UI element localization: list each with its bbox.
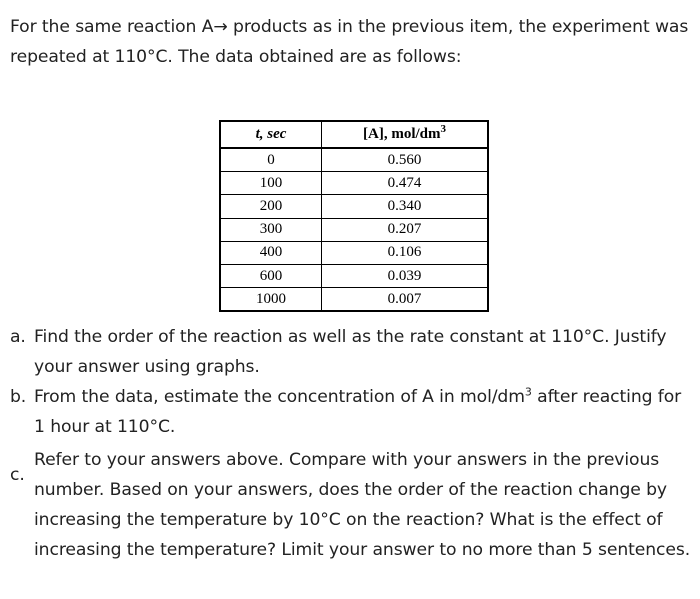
header-concentration (322, 121, 489, 148)
cell-time: 0 (220, 148, 322, 172)
header-concentration-label: [A], mol/dm (363, 126, 441, 142)
cell-concentration: 0.039 (322, 264, 489, 287)
header-time (220, 121, 322, 148)
question-b-marker: b. (10, 387, 27, 407)
table-row (220, 241, 488, 264)
header-concentration-sup: 3 (440, 123, 446, 135)
table-row (220, 195, 488, 218)
cell-time: 300 (220, 218, 322, 241)
table-row (220, 264, 488, 287)
table-row (220, 148, 488, 172)
header-time-label: t, sec (255, 126, 287, 142)
cell-time: 1000 (220, 288, 322, 312)
question-b-text-pre: From the data, estimate the concentration of A in mol/dm (34, 387, 525, 407)
data-table (219, 120, 489, 312)
question-a-text: Find the order of the reaction as well as the rate constant at 110°C. Justify your answer using graphs. (34, 327, 667, 377)
cell-concentration: 0.007 (322, 288, 489, 312)
cell-time: 100 (220, 172, 322, 195)
table-row (220, 218, 488, 241)
cell-concentration: 0.106 (322, 241, 489, 264)
question-a-marker: a. (10, 327, 26, 347)
question-c-text: Refer to your answers above. Compare with your answers in the previous number. Based on your answers, does the order of the reaction change by increasing the temperature by 10°C on the reaction? What is the effect of increasing the temperature? Limit your answer to no more than 5 sentences. (34, 450, 691, 560)
intro-paragraph: For the same reaction A→ products as in the previous item, the experiment was repeated at 110°C. The data obtained are as follows: (10, 17, 689, 67)
question-c-marker: c. (10, 465, 25, 485)
cell-concentration: 0.207 (322, 218, 489, 241)
cell-concentration: 0.340 (322, 195, 489, 218)
cell-concentration: 0.474 (322, 172, 489, 195)
cell-time: 200 (220, 195, 322, 218)
question-b-text (34, 382, 694, 442)
question-b-text-post: after reacting for 1 hour at 110°C. (34, 387, 682, 437)
question-b-sup: 3 (524, 385, 532, 399)
cell-concentration: 0.560 (322, 148, 489, 172)
table-row (220, 288, 488, 312)
cell-time: 400 (220, 241, 322, 264)
table-header-row (220, 121, 488, 148)
table-row (220, 172, 488, 195)
cell-time: 600 (220, 264, 322, 287)
